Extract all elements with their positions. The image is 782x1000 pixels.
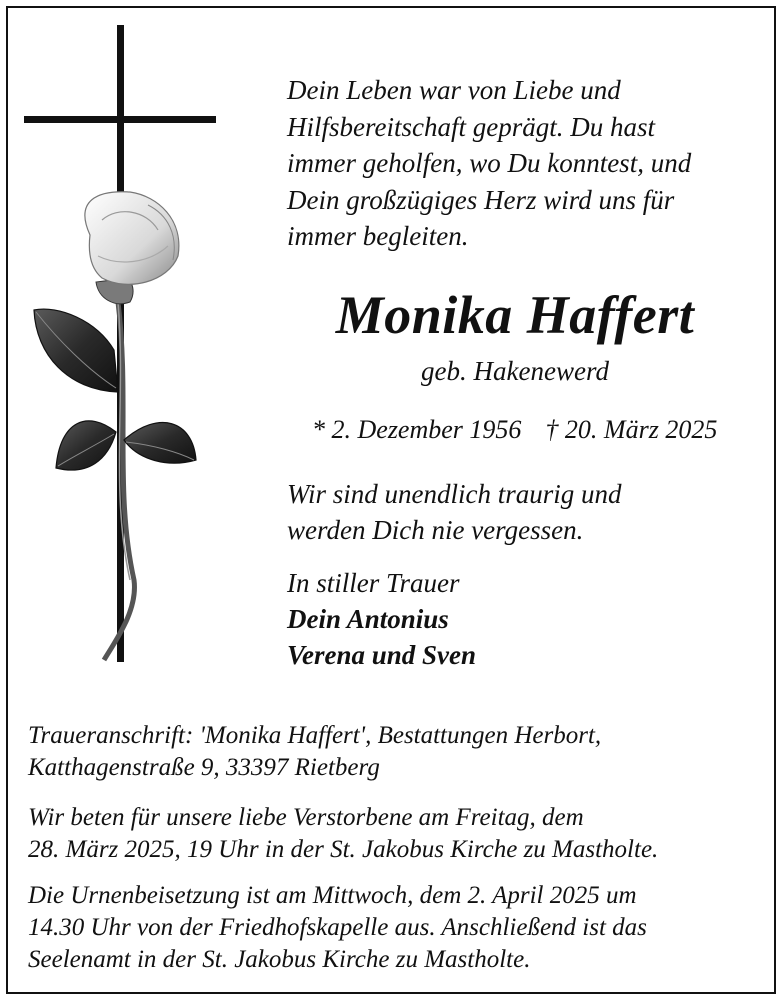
deceased-name: Monika Haffert: [335, 285, 695, 345]
grief-line: Wir sind unendlich traurig und: [287, 479, 622, 509]
mourner-name: Verena und Sven: [287, 640, 477, 670]
birth-date: * 2. Dezember 1956: [312, 415, 522, 444]
poem-line: immer geholfen, wo Du konntest, und: [287, 148, 692, 178]
life-dates: [312, 415, 717, 445]
rose-icon: [34, 192, 196, 660]
burial-line: Seelenamt in der St. Jakobus Kirche zu Mastholte.: [28, 946, 531, 973]
service-line: Wir beten für unsere liebe Verstorbene am Freitag, dem: [28, 804, 584, 831]
poem-line: Hilfsbereitschaft geprägt. Du hast: [287, 111, 655, 142]
poem-line: Dein Leben war von Liebe und: [287, 75, 621, 105]
death-date: † 20. März 2025: [545, 415, 718, 444]
urn-burial-info: [28, 880, 763, 976]
condolence-address: [28, 720, 763, 784]
service-line: 28. März 2025, 19 Uhr in der St. Jakobus Kirche zu Mastholte.: [28, 836, 659, 863]
memorial-poem: [287, 72, 757, 255]
address-line: Traueranschrift: 'Monika Haffert', Bestattungen Herbort,: [28, 722, 602, 749]
poem-line: Dein großzügiges Herz wird uns für: [287, 184, 675, 215]
prayer-service-info: [28, 802, 763, 866]
grief-statement: [287, 476, 622, 548]
poem-line: immer begleiten.: [287, 221, 469, 251]
address-line: Katthagenstraße 9, 33397 Rietberg: [28, 754, 380, 781]
birth-name: geb. Hakenewerd: [421, 356, 609, 386]
mourner-name: Dein Antonius: [287, 604, 449, 634]
mourners-block: [287, 565, 476, 673]
grief-line: werden Dich nie vergessen.: [287, 515, 584, 545]
mourners-intro: In stiller Trauer: [287, 568, 460, 598]
burial-line: 14.30 Uhr von der Friedhofskapelle aus. Anschließend ist das: [28, 914, 647, 941]
burial-line: Die Urnenbeisetzung ist am Mittwoch, dem 2. April 2025 um: [28, 882, 637, 909]
cross-and-rose-illustration: [18, 20, 238, 670]
